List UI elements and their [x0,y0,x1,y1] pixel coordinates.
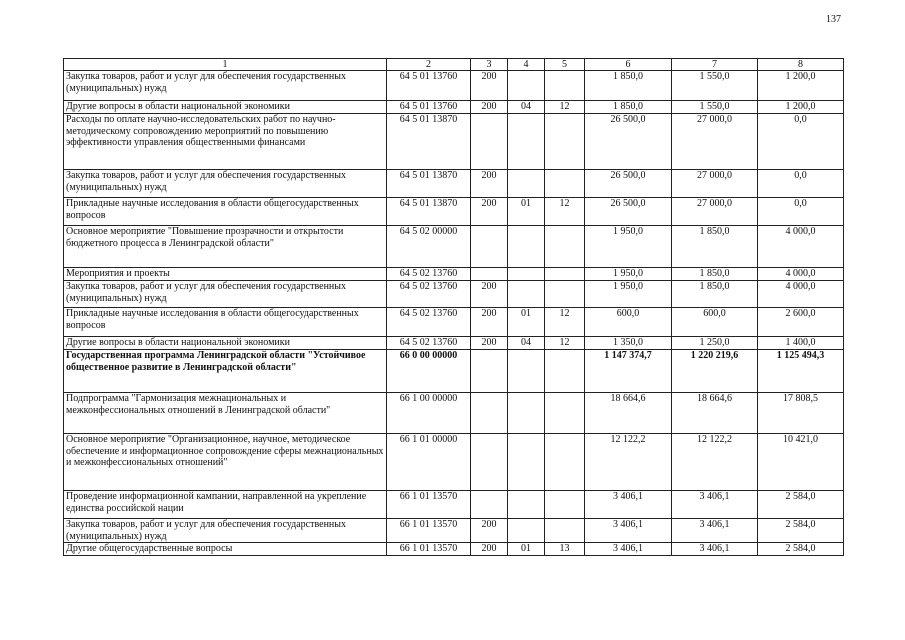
row-name: Основное мероприятие "Организационное, научное, методическое обеспечение и информационное сопровождение сферы межнациональных и межконфессиональных отношений" [64,434,387,491]
row-value-col6: 600,0 [585,308,672,337]
table-row [64,170,844,198]
row-section [508,393,545,434]
row-value-col8: 0,0 [758,198,844,226]
budget-table [63,58,844,556]
table-row [64,337,844,350]
column-header: 4 [508,59,545,71]
column-header: 2 [387,59,471,71]
row-value-col7: 3 406,1 [672,519,758,543]
row-value-col6: 1 950,0 [585,268,672,281]
column-header: 7 [672,59,758,71]
row-section: 01 [508,308,545,337]
row-value-col8: 2 600,0 [758,308,844,337]
row-code: 64 5 01 13760 [387,101,471,114]
row-section [508,226,545,268]
row-value-col6: 18 664,6 [585,393,672,434]
row-code: 64 5 01 13760 [387,71,471,101]
row-section [508,434,545,491]
row-value-col8: 17 808,5 [758,393,844,434]
row-code: 66 0 00 00000 [387,350,471,393]
row-value-col6: 26 500,0 [585,114,672,170]
row-value-col7: 27 000,0 [672,114,758,170]
row-name: Закупка товаров, работ и услуг для обеспечения государственных (муниципальных) нужд [64,281,387,308]
row-name: Закупка товаров, работ и услуг для обеспечения государственных (муниципальных) нужд [64,170,387,198]
row-value-col7: 1 850,0 [672,268,758,281]
row-value-col8: 2 584,0 [758,543,844,556]
row-name: Другие вопросы в области национальной экономики [64,101,387,114]
row-code: 64 5 02 00000 [387,226,471,268]
row-value-col7: 27 000,0 [672,170,758,198]
row-value-col7: 1 850,0 [672,226,758,268]
row-value-col7: 600,0 [672,308,758,337]
row-value-col8: 0,0 [758,114,844,170]
row-value-col6: 12 122,2 [585,434,672,491]
row-subsection: 12 [545,337,585,350]
row-expense-type: 200 [471,170,508,198]
row-code: 66 1 01 00000 [387,434,471,491]
row-subsection [545,434,585,491]
row-section [508,350,545,393]
row-value-col6: 3 406,1 [585,543,672,556]
row-expense-type: 200 [471,337,508,350]
row-subsection [545,226,585,268]
row-name: Мероприятия и проекты [64,268,387,281]
row-code: 64 5 02 13760 [387,308,471,337]
row-expense-type: 200 [471,101,508,114]
row-subsection: 12 [545,198,585,226]
row-code: 64 5 02 13760 [387,268,471,281]
row-subsection: 12 [545,101,585,114]
row-section: 04 [508,101,545,114]
row-value-col7: 3 406,1 [672,491,758,519]
row-subsection: 13 [545,543,585,556]
row-code: 66 1 01 13570 [387,543,471,556]
row-name: Прикладные научные исследования в области общегосударственных вопросов [64,198,387,226]
row-expense-type [471,350,508,393]
row-value-col8: 2 584,0 [758,519,844,543]
row-expense-type [471,434,508,491]
row-value-col6: 1 950,0 [585,226,672,268]
row-expense-type [471,491,508,519]
row-value-col6: 26 500,0 [585,170,672,198]
row-value-col6: 3 406,1 [585,491,672,519]
table-row [64,101,844,114]
row-code: 66 1 00 00000 [387,393,471,434]
table-row [64,434,844,491]
row-section: 01 [508,543,545,556]
row-value-col8: 1 200,0 [758,101,844,114]
row-subsection: 12 [545,308,585,337]
row-value-col8: 10 421,0 [758,434,844,491]
row-expense-type [471,393,508,434]
row-value-col6: 26 500,0 [585,198,672,226]
row-value-col8: 4 000,0 [758,268,844,281]
row-value-col7: 1 550,0 [672,71,758,101]
row-expense-type: 200 [471,198,508,226]
column-header: 1 [64,59,387,71]
row-value-col6: 3 406,1 [585,519,672,543]
row-section [508,519,545,543]
page-number: 137 [826,14,841,25]
row-name: Закупка товаров, работ и услуг для обеспечения государственных (муниципальных) нужд [64,519,387,543]
row-section [508,170,545,198]
row-value-col6: 1 350,0 [585,337,672,350]
row-value-col7: 1 850,0 [672,281,758,308]
row-value-col6: 1 147 374,7 [585,350,672,393]
row-section [508,268,545,281]
table-row [64,543,844,556]
row-section: 01 [508,198,545,226]
row-value-col8: 2 584,0 [758,491,844,519]
row-value-col7: 18 664,6 [672,393,758,434]
row-name: Закупка товаров, работ и услуг для обеспечения государственных (муниципальных) нужд [64,71,387,101]
row-value-col7: 27 000,0 [672,198,758,226]
table-row [64,491,844,519]
column-header: 3 [471,59,508,71]
row-value-col6: 1 950,0 [585,281,672,308]
row-subsection [545,114,585,170]
row-subsection [545,519,585,543]
row-section [508,71,545,101]
table-row [64,114,844,170]
row-code: 64 5 02 13760 [387,337,471,350]
row-name: Проведение информационной кампании, направленной на укрепление единства российской нации [64,491,387,519]
row-value-col8: 4 000,0 [758,226,844,268]
table-row [64,226,844,268]
row-expense-type [471,114,508,170]
row-value-col7: 1 550,0 [672,101,758,114]
row-value-col7: 1 250,0 [672,337,758,350]
row-subsection [545,71,585,101]
row-code: 66 1 01 13570 [387,491,471,519]
row-value-col8: 1 125 494,3 [758,350,844,393]
column-header: 5 [545,59,585,71]
table-row [64,519,844,543]
table-row [64,350,844,393]
table-row [64,393,844,434]
table-row [64,308,844,337]
row-code: 64 5 02 13760 [387,281,471,308]
header-row [64,59,844,71]
row-name: Другие общегосударственные вопросы [64,543,387,556]
row-code: 64 5 01 13870 [387,170,471,198]
row-name: Прикладные научные исследования в области общегосударственных вопросов [64,308,387,337]
row-name: Основное мероприятие "Повышение прозрачности и открытости бюджетного процесса в Ленинградской области" [64,226,387,268]
table-row [64,198,844,226]
row-expense-type [471,268,508,281]
row-name: Расходы по оплате научно-исследовательских работ по научно-методическому сопровождению мероприятий по повышению эффективности управления общественными финансами [64,114,387,170]
row-expense-type: 200 [471,308,508,337]
row-value-col8: 1 200,0 [758,71,844,101]
row-subsection [545,491,585,519]
row-section: 04 [508,337,545,350]
table-row [64,71,844,101]
row-expense-type [471,226,508,268]
row-expense-type: 200 [471,71,508,101]
row-expense-type: 200 [471,543,508,556]
row-value-col7: 3 406,1 [672,543,758,556]
row-value-col7: 1 220 219,6 [672,350,758,393]
column-header: 6 [585,59,672,71]
row-name: Подпрограмма "Гармонизация межнациональных и межконфессиональных отношений в Ленинградской области" [64,393,387,434]
row-subsection [545,393,585,434]
table-row [64,281,844,308]
row-code: 66 1 01 13570 [387,519,471,543]
row-subsection [545,170,585,198]
row-section [508,114,545,170]
row-subsection [545,350,585,393]
column-header: 8 [758,59,844,71]
row-section [508,281,545,308]
row-name: Другие вопросы в области национальной экономики [64,337,387,350]
row-name: Государственная программа Ленинградской области "Устойчивое общественное развитие в Ленинградской области" [64,350,387,393]
row-value-col6: 1 850,0 [585,71,672,101]
row-code: 64 5 01 13870 [387,198,471,226]
row-section [508,491,545,519]
row-expense-type: 200 [471,281,508,308]
row-expense-type: 200 [471,519,508,543]
table-row [64,268,844,281]
row-value-col8: 1 400,0 [758,337,844,350]
row-value-col8: 4 000,0 [758,281,844,308]
row-code: 64 5 01 13870 [387,114,471,170]
row-value-col7: 12 122,2 [672,434,758,491]
row-value-col8: 0,0 [758,170,844,198]
row-subsection [545,268,585,281]
row-subsection [545,281,585,308]
row-value-col6: 1 850,0 [585,101,672,114]
